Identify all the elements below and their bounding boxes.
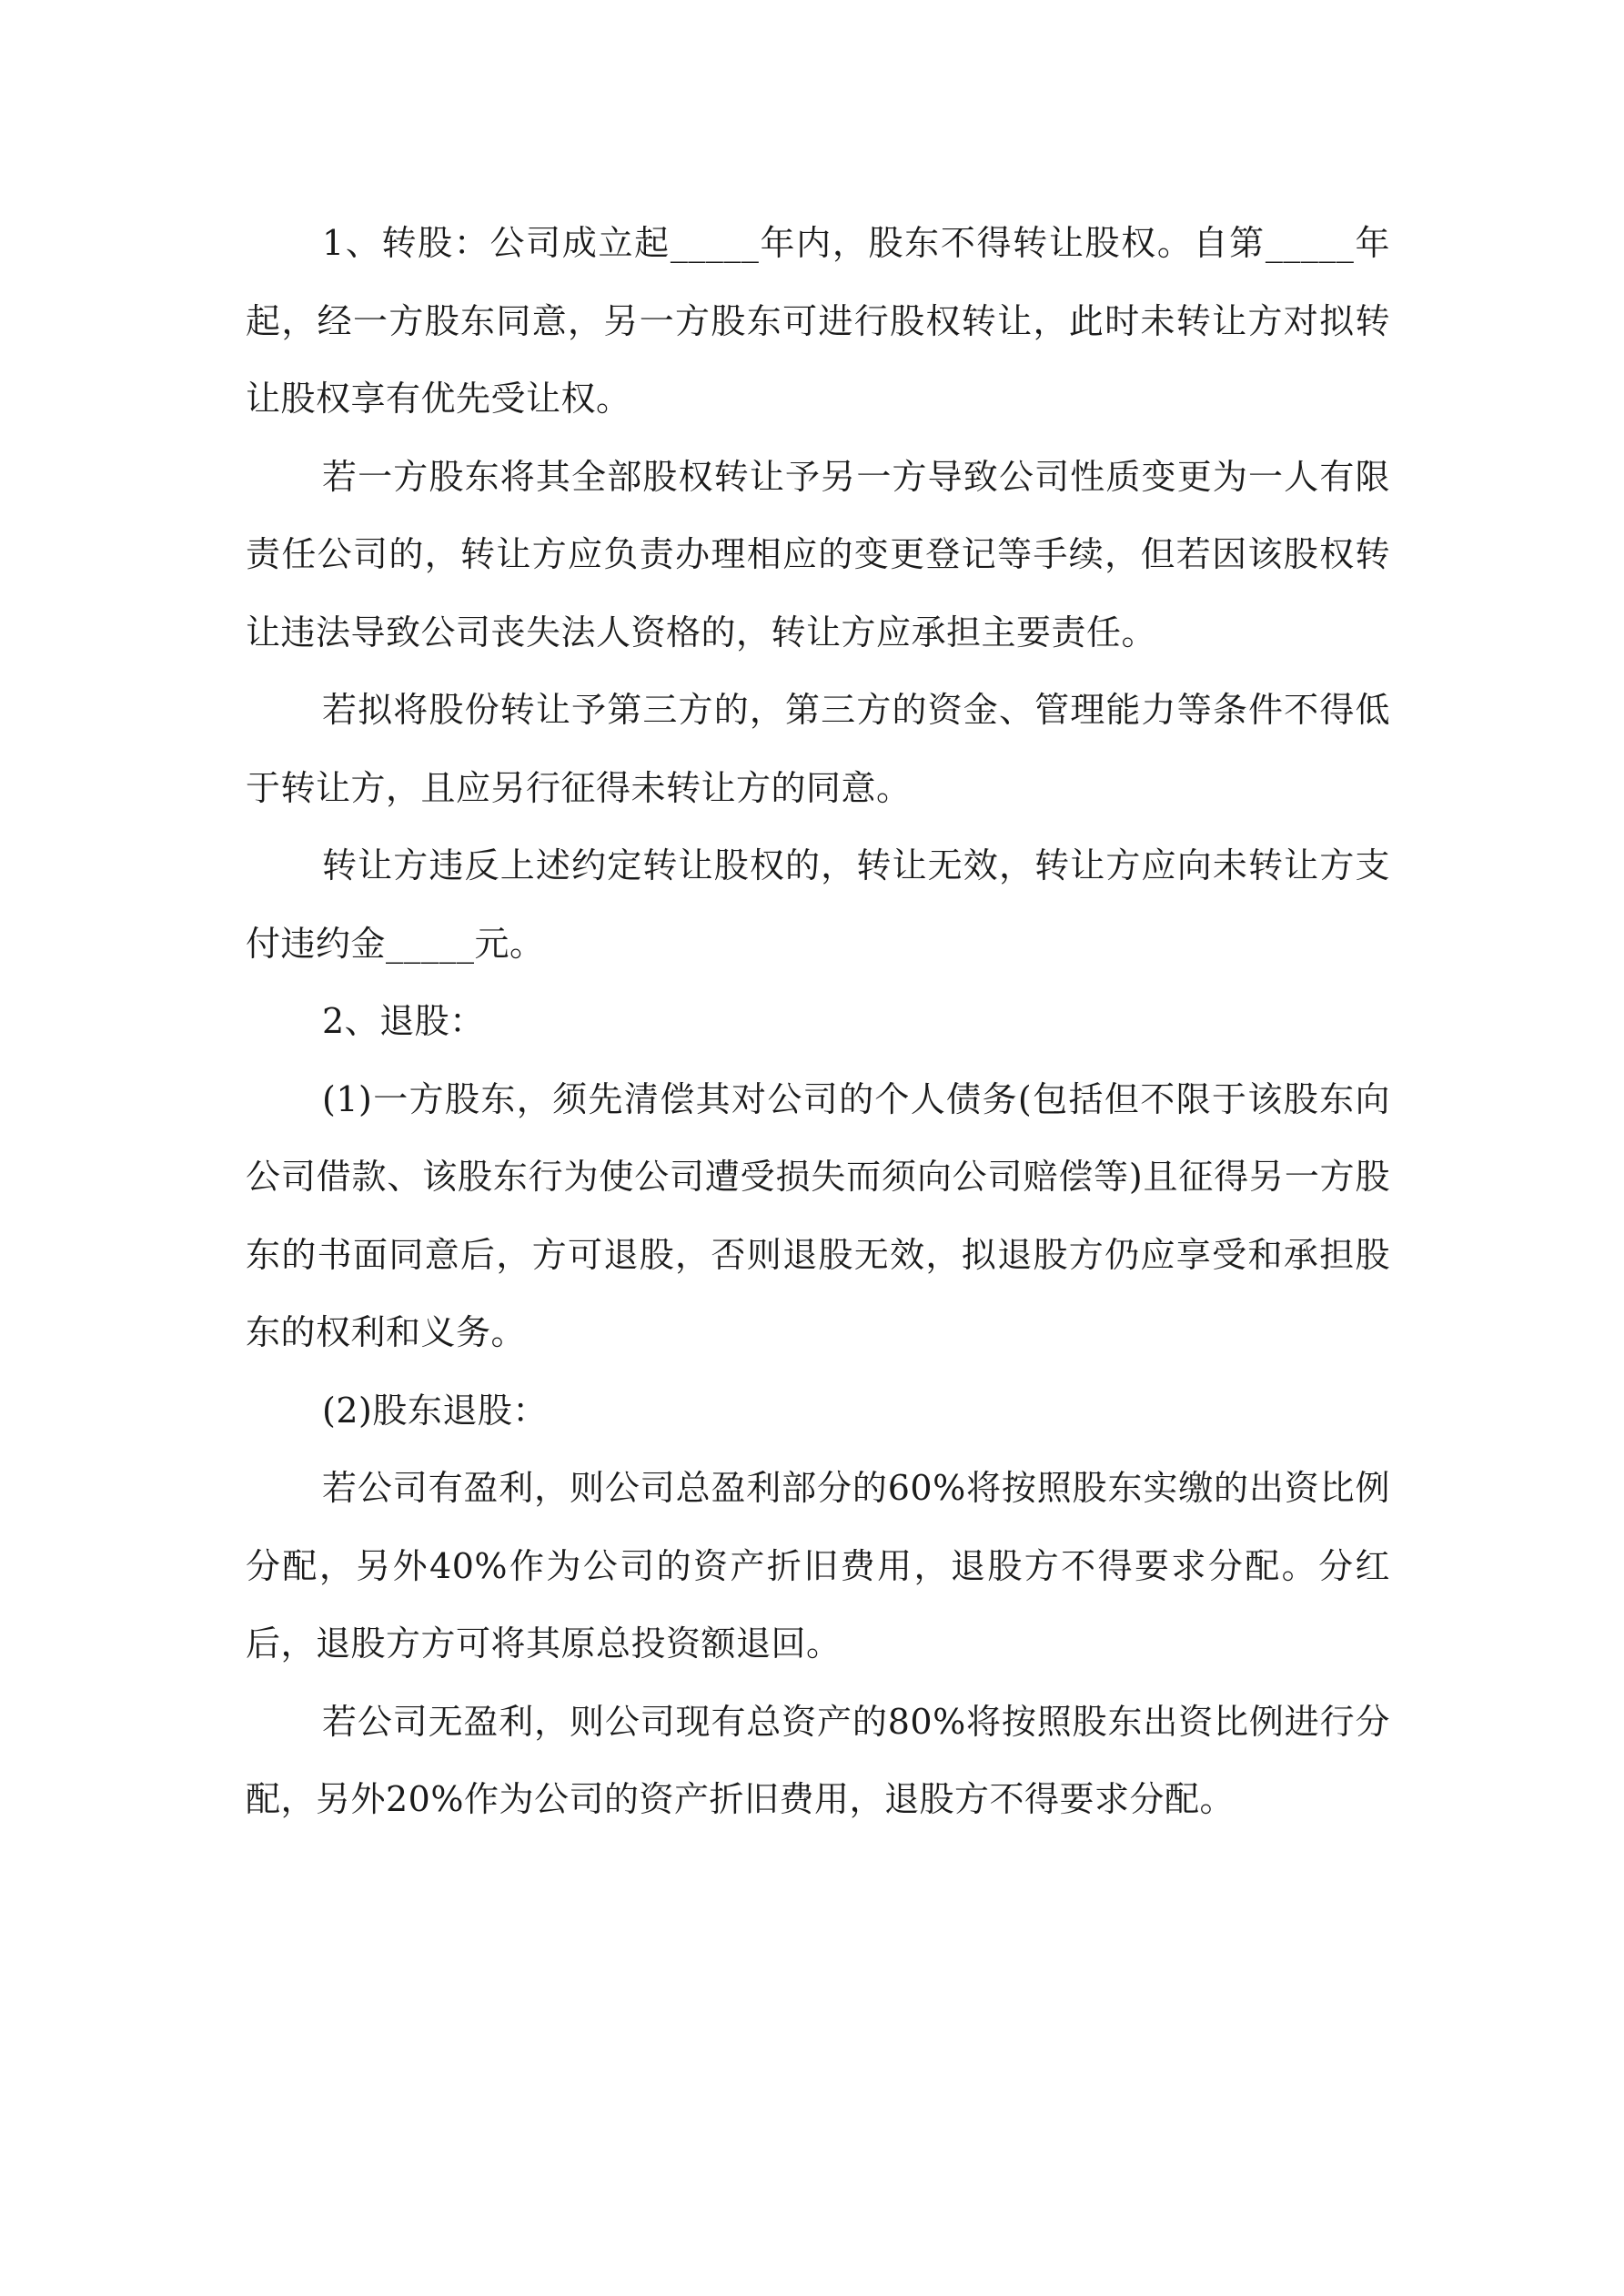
paragraph-share-transfer: 1、转股：公司成立起_____年内，股东不得转让股权。自第_____年起，经一方股东同意，另一方股东可进行股权转让，此时未转让方对拟转让股权享有优先受让权。 — [246, 223, 1390, 419]
paragraph-profit-case: 若公司有盈利，则公司总盈利部分的60%将按照股东实缴的出资比例分配，另外40%作为公司的资产折旧费用，退股方不得要求分配。分红后，退股方方可将其原总投资额退回。 — [246, 1468, 1390, 1664]
paragraph-sole-shareholder-change: 若一方股东将其全部股权转让予另一方导致公司性质变更为一人有限责任公司的，转让方应负责办理相应的变更登记等手续，但若因该股权转让违法导致公司丧失法人资格的，转让方应承担主要责任。 — [246, 456, 1390, 652]
paragraph-withdrawal-heading: 2、退股： — [322, 1001, 485, 1041]
paragraph-third-party-transfer: 若拟将股份转让予第三方的，第三方的资金、管理能力等条件不得低于转让方，且应另行征得未转让方的同意。 — [246, 690, 1390, 808]
document-page — [246, 205, 1390, 1839]
paragraph-no-profit-case: 若公司无盈利，则公司现有总资产的80%将按照股东出资比例进行分配，另外20%作为公司的资产折旧费用，退股方不得要求分配。 — [246, 1701, 1390, 1819]
paragraph-breach-penalty: 转让方违反上述约定转让股权的，转让无效，转让方应向未转让方支付违约金_____元。 — [246, 845, 1390, 964]
paragraph-withdrawal-conditions: (1)一方股东，须先清偿其对公司的个人债务(包括但不限于该股东向公司借款、该股东行为使公司遭受损失而须向公司赔偿等)且征得另一方股东的书面同意后，方可退股，否则退股无效，拟退股方仍应享受和承担股东的权利和义务。 — [246, 1078, 1390, 1352]
paragraph-withdrawal-subheading: (2)股东退股： — [322, 1390, 548, 1431]
